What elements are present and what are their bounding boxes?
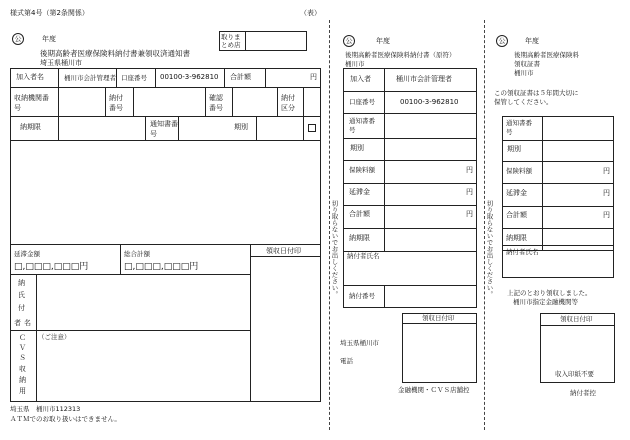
middle-subscriber-value: 桶川市会計管理者 (396, 75, 452, 83)
year-label: 年度 (42, 35, 56, 43)
middle-premium-yen: 円 (466, 166, 473, 174)
late-fee-amount: □,□□□,□□□円 (14, 262, 89, 272)
middle-total-label: 合計額 (349, 210, 370, 218)
account-value: 00100-3-962810 (160, 73, 219, 81)
cvs-char-2: Ｖ (19, 344, 26, 352)
right-premium-label: 保険料額 (506, 167, 532, 175)
left-title: 後期高齢者医療保険料納付書兼領収済通知書 (40, 49, 190, 58)
payer-char-2: 氏 (18, 291, 25, 299)
subscriber-value: 桶川市会計管理者 (64, 74, 116, 82)
middle-premium-label: 保険料額 (349, 166, 375, 174)
middle-title: 後期高齢者医療保険料納付書（原符） (345, 51, 456, 59)
right-keep-note-2: 保管してください。 (494, 98, 553, 106)
cvs-char-6: 用 (19, 387, 26, 395)
municipal-seal-icon: 公 (12, 33, 24, 45)
payer-char-5: 名 (24, 319, 31, 327)
middle-account-label: 口座番号 (349, 98, 375, 106)
cut-line (329, 20, 330, 430)
right-title-line2: 領収証書 (514, 60, 540, 68)
payment-category-label: 納付区分 (281, 94, 295, 112)
middle-payer-name-label: 納付者氏名 (347, 252, 380, 260)
middle-footer: 金融機関・ＣＶＳ店舗控 (398, 386, 470, 394)
total-label: 合計額 (230, 73, 251, 81)
right-seal-icon: 公 (496, 35, 508, 47)
form-id: 様式第4号（第2条関係） (10, 9, 89, 17)
left-receipt-stamp-label: 領収日付印 (266, 247, 301, 255)
middle-period-label: 期別 (350, 144, 364, 152)
middle-due-date-label: 納期限 (349, 234, 370, 242)
cvs-char-5: 納 (19, 376, 26, 384)
middle-year-label: 年度 (376, 37, 390, 45)
cvs-char-4: 収 (19, 365, 26, 373)
right-year-label: 年度 (525, 37, 539, 45)
right-due-date-label: 納期限 (506, 234, 527, 242)
front-label: （表） (300, 9, 321, 17)
middle-city: 桶川市 (345, 60, 365, 68)
footer-note: ＡＴＭでのお取り扱いはできません。 (10, 415, 121, 423)
right-total-yen: 円 (603, 211, 610, 219)
cut-line-2 (484, 20, 485, 430)
right-notice-no-label: 通知書番号 (506, 119, 532, 136)
middle-total-yen: 円 (466, 210, 473, 218)
right-city: 桶川市 (514, 69, 534, 77)
middle-seal-icon: 公 (343, 35, 355, 47)
payer-char-1: 納 (18, 279, 25, 287)
middle-cut-note: 切り取らないでお出しください。 (330, 200, 339, 298)
grand-total-label: 総合計額 (124, 250, 150, 258)
right-title-line1: 後期高齢者医療保険料 (514, 51, 579, 59)
right-period-label: 期別 (507, 145, 521, 153)
notice-no-label: 通知書番号 (150, 120, 178, 138)
collecting-org-label: 収納機関番号 (14, 94, 49, 112)
payer-char-3: 付 (18, 304, 25, 312)
middle-receipt-stamp-label: 領収日付印 (422, 314, 455, 322)
right-payer-name-label: 納付者氏名 (506, 248, 539, 256)
middle-late-fee-label: 延滞金 (349, 188, 370, 196)
footer-issuer: 埼玉県 桶川市112313 (10, 405, 81, 413)
right-premium-yen: 円 (603, 167, 610, 175)
right-received-line2: 桶川市指定金融機関等 (513, 298, 578, 306)
right-late-fee-label: 延滞金 (506, 189, 527, 197)
checkbox[interactable] (308, 124, 316, 132)
grand-total-amount: □,□□□,□□□円 (124, 262, 199, 272)
store-label: 取りまとめ店 (221, 33, 241, 49)
right-late-fee-yen: 円 (603, 189, 610, 197)
cvs-char-3: Ｓ (19, 354, 26, 362)
left-issuer: 埼玉県桶川市 (40, 59, 82, 67)
middle-subscriber-label: 加入者 (350, 75, 371, 83)
middle-phone-label: 電話 (340, 357, 353, 365)
right-received-line1: 上記のとおり領収しました。 (507, 289, 592, 297)
period-label: 期別 (234, 123, 248, 131)
late-fee-label: 延滞金額 (14, 250, 40, 258)
cvs-char-1: Ｃ (19, 334, 26, 342)
right-receipt-stamp-label: 領収日付印 (560, 315, 593, 323)
middle-late-fee-yen: 円 (466, 188, 473, 196)
note-label: （ご注意） (38, 333, 71, 341)
right-footer: 納付者控 (570, 389, 596, 397)
right-keep-note-1: この領収証書は５年間大切に (494, 89, 579, 97)
payer-char-4: 者 (14, 319, 21, 327)
due-date-label: 納期限 (20, 123, 41, 131)
right-no-stamp-needed: 収入印紙不要 (555, 370, 594, 378)
subscriber-label: 加入者名 (16, 73, 44, 81)
middle-payment-no-label: 納付番号 (349, 292, 375, 300)
right-total-label: 合計額 (506, 211, 527, 219)
account-label: 口座番号 (121, 74, 147, 82)
total-yen: 円 (310, 73, 317, 81)
right-cut-note: 切り取らないでお出しください。 (485, 200, 494, 298)
payment-no-label: 納付番号 (109, 94, 123, 112)
middle-account-value: 00100-3-962810 (400, 98, 459, 106)
middle-collector: 埼玉県桶川市 (340, 339, 379, 347)
middle-notice-no-label: 通知書番号 (349, 117, 375, 134)
confirm-no-label: 確認番号 (209, 94, 223, 112)
